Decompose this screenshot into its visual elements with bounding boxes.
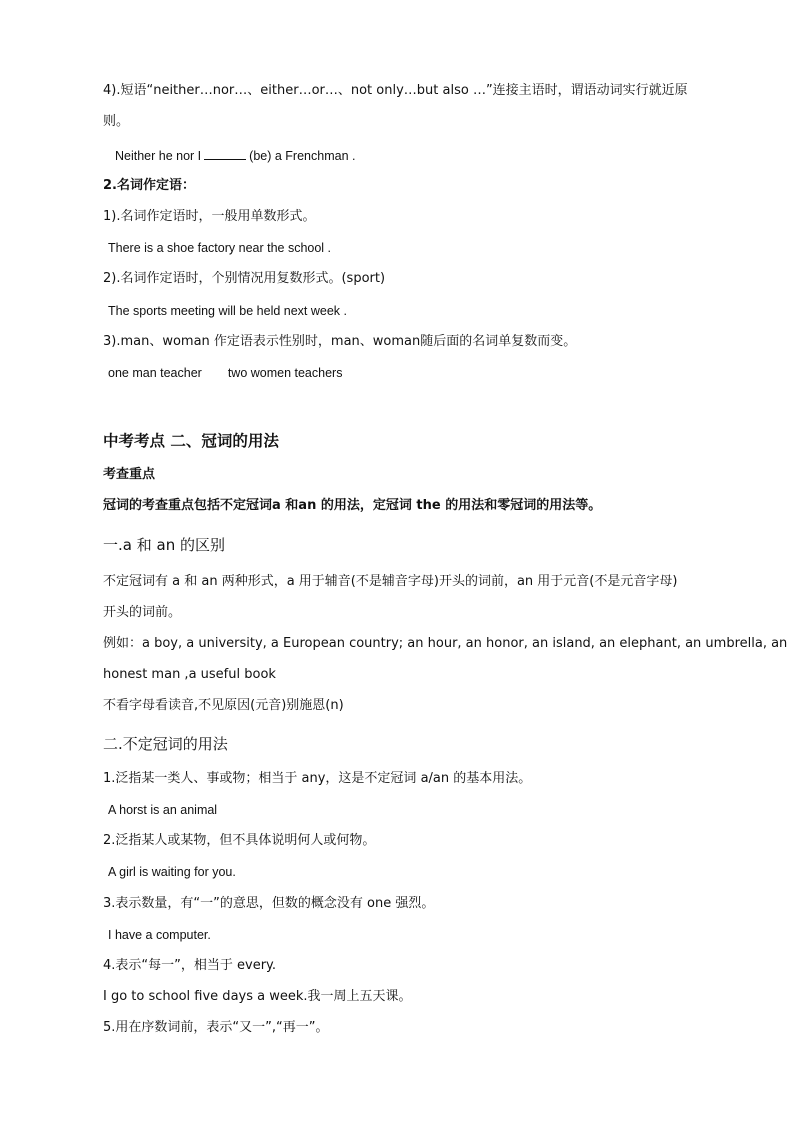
usage-5: 5.用在序数词前，表示“又一”,“再一”。 (103, 1020, 329, 1035)
a-an-mnemonic: 不看字母看读音,不见原因(元音)别施恩(n) (103, 698, 344, 713)
usage-1: 1.泛指某一类人、事或物；相当于 any，这是不定冠词 a/an 的基本用法。 (103, 771, 532, 786)
rule-4-line-1: 4).短语“neither…nor…、either…or…、not only…but also …”连接主语时，谓语动词实行就近原 (103, 83, 688, 98)
noun-rule-1: 1).名词作定语时，一般用单数形式。 (103, 209, 316, 224)
usage-4-example: I go to school five days a week.我一周上五天课。 (103, 989, 412, 1004)
answer-blank[interactable] (204, 146, 246, 160)
rule-4-line-2: 则。 (103, 114, 130, 129)
subsection-a-an-title: 一.a 和 an 的区别 (103, 536, 225, 554)
usage-3-example: I have a computer. (108, 928, 211, 942)
subsection-indefinite-title: 二.不定冠词的用法 (103, 735, 228, 753)
fill-in-suffix: (be) a Frenchman . (249, 149, 356, 163)
a-an-paragraph-line-2: 开头的词前。 (103, 605, 182, 620)
noun-rule-2-example: The sports meeting will be held next week . (108, 304, 348, 318)
focus-label: 考查重点 (103, 467, 156, 482)
usage-1-example: A horst is an animal (108, 803, 218, 817)
noun-rule-3-example (108, 364, 342, 382)
noun-attributive-heading: 2.名词作定语： (103, 178, 195, 193)
fill-in-example (115, 146, 355, 165)
example-b: two women teachers (227, 366, 343, 380)
a-an-example-line-1: 例如：a boy, a university, a European country; an hour, an honor, an island, an elephant, an umbrella, an (103, 636, 788, 651)
usage-3: 3.表示数量，有“一”的意思，但数的概念没有 one 强烈。 (103, 896, 435, 911)
focus-text: 冠词的考查重点包括不定冠词a 和an 的用法，定冠词 the 的用法和零冠词的用法等。 (103, 498, 602, 513)
usage-2: 2.泛指某人或某物，但不具体说明何人或何物。 (103, 833, 376, 848)
example-a: one man teacher (108, 366, 202, 380)
section-title: 中考考点 二、冠词的用法 (103, 432, 279, 450)
noun-rule-1-example: There is a shoe factory near the school . (108, 241, 332, 255)
a-an-paragraph-line-1: 不定冠词有 a 和 an 两种形式，a 用于辅音(不是辅音字母)开头的词前，an 用于元音(不是元音字母) (103, 574, 678, 589)
usage-4: 4.表示“每一”，相当于 every. (103, 958, 277, 973)
fill-in-prefix: Neither he nor I (115, 149, 202, 163)
noun-rule-2: 2).名词作定语时，个别情况用复数形式。(sport) (103, 271, 386, 286)
a-an-example-line-2: honest man ,a useful book (103, 667, 276, 682)
noun-rule-3: 3).man、woman 作定语表示性别时，man、woman随后面的名词单复数而变。 (103, 334, 577, 349)
usage-2-example: A girl is waiting for you. (108, 865, 236, 879)
